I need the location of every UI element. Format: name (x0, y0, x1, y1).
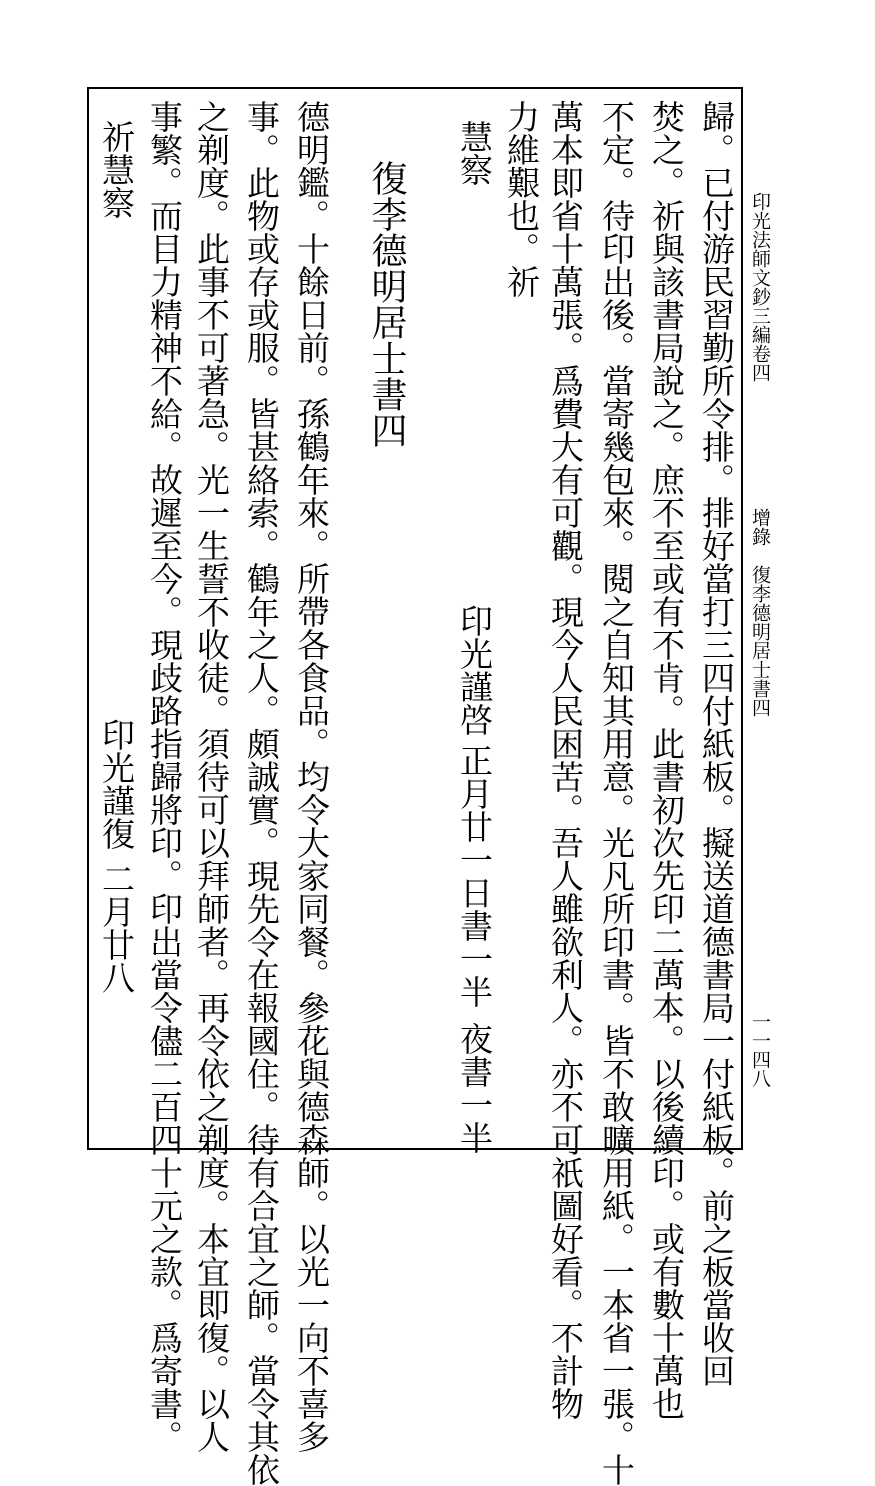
prev-letter-line-5: 力維艱也。祈 (502, 100, 541, 298)
prev-letter-honorific: 慧察 (455, 120, 494, 186)
prev-letter-line-3: 不定。待印出後。當寄幾包來。閱之自知其用意。光凡所印書。皆不敢曠用紙。一本省一張。十 (597, 100, 636, 1486)
page-number: 一一四八 (749, 1012, 771, 1088)
letter-line-2: 事。此物或存或服。皆甚絡索。鶴年之人。頗誠實。現先令在報國住。待有合宜之師。當令其依 (242, 100, 281, 1486)
letter-title: 復李德明居士書四 (366, 160, 407, 448)
prev-letter-line-1: 歸。已付游民習勤所令排。排好當打三四付紙板。擬送道德書局一付紙板。前之板當收回 (697, 100, 736, 1387)
letter-line-1: 德明鑑。十餘日前。孫鶴年來。所帶各食品。均令大家同餐。參花與德森師。以光一向不喜多 (292, 100, 331, 1453)
prev-letter-signature: 印光謹啓 (455, 604, 494, 736)
prev-letter-line-4: 萬本即省十萬張。爲費大有可觀。現今人民困苦。吾人雖欲利人。亦不可祇圖好看。不計物 (546, 100, 585, 1420)
page-frame (87, 87, 743, 1150)
letter-line-4: 事繁。而目力精神不給。故遲至今。現歧路指歸將印。印出當令儘二百四十元之款。爲寄書。 (145, 100, 184, 1453)
running-section-title: 增錄 復李德明居士書四 (749, 508, 771, 717)
book-title: 印光法師文鈔三編卷四 (749, 192, 771, 382)
letter-signature: 印光謹復 (97, 718, 136, 850)
letter-date: 二月廿八 (97, 862, 136, 994)
prev-letter-date: 正月廿一日書一半 (455, 744, 494, 1008)
letter-line-5: 祈慧察 (97, 120, 136, 219)
letter-line-3: 之剃度。此事不可著急。光一生誓不收徒。須待可以拜師者。再令依之剃度。本宜即復。以人 (192, 100, 231, 1453)
prev-letter-date-2: 夜書一半 (455, 1022, 494, 1154)
prev-letter-line-2: 焚之。祈與該書局說之。庶不至或有不肯。此書初次先印二萬本。以後續印。或有數十萬也 (647, 100, 686, 1420)
